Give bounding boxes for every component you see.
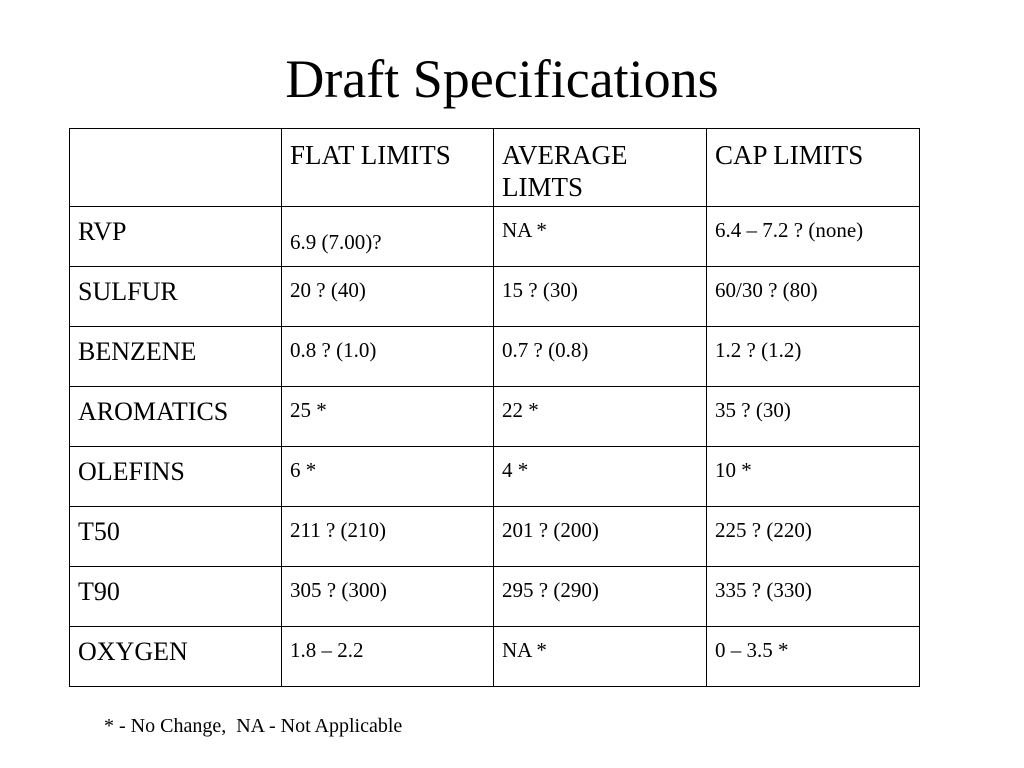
table-row (70, 327, 920, 387)
flat-limit-value: 1.8 – 2.2 (282, 627, 494, 687)
table-row (70, 507, 920, 567)
header-cap-limits: CAP LIMITS (707, 129, 920, 207)
average-limit-value: 22 * (494, 387, 707, 447)
row-label: T50 (70, 507, 282, 567)
table-row (70, 207, 920, 267)
flat-limit-value: 20 ? (40) (282, 267, 494, 327)
cap-limit-value: 60/30 ? (80) (707, 267, 920, 327)
flat-limit-value: 6.9 (7.00)? (282, 207, 494, 267)
cap-limit-value: 35 ? (30) (707, 387, 920, 447)
row-label: T90 (70, 567, 282, 627)
row-label: OLEFINS (70, 447, 282, 507)
table-row (70, 567, 920, 627)
flat-limit-value: 25 * (282, 387, 494, 447)
table-row (70, 447, 920, 507)
header-average-limits: AVERAGE LIMTS (494, 129, 707, 207)
average-limit-value: 0.7 ? (0.8) (494, 327, 707, 387)
header-empty-cell (70, 129, 282, 207)
cap-limit-value: 6.4 – 7.2 ? (none) (707, 207, 920, 267)
row-label: SULFUR (70, 267, 282, 327)
cap-limit-value: 10 * (707, 447, 920, 507)
flat-limit-value: 305 ? (300) (282, 567, 494, 627)
cap-limit-value: 225 ? (220) (707, 507, 920, 567)
footnote: * - No Change, NA - Not Applicable (104, 715, 403, 737)
row-label: BENZENE (70, 327, 282, 387)
table-row (70, 387, 920, 447)
row-label: AROMATICS (70, 387, 282, 447)
specifications-table (69, 128, 920, 687)
header-flat-limits: FLAT LIMITS (282, 129, 494, 207)
table-row (70, 267, 920, 327)
average-limit-value: 295 ? (290) (494, 567, 707, 627)
average-limit-value: 4 * (494, 447, 707, 507)
cap-limit-value: 335 ? (330) (707, 567, 920, 627)
flat-limit-value: 0.8 ? (1.0) (282, 327, 494, 387)
average-limit-value: 15 ? (30) (494, 267, 707, 327)
average-limit-value: 201 ? (200) (494, 507, 707, 567)
row-label: OXYGEN (70, 627, 282, 687)
row-label: RVP (70, 207, 282, 267)
table-row (70, 627, 920, 687)
cap-limit-value: 1.2 ? (1.2) (707, 327, 920, 387)
flat-limit-value: 6 * (282, 447, 494, 507)
average-limit-value: NA * (494, 627, 707, 687)
flat-limit-value: 211 ? (210) (282, 507, 494, 567)
average-limit-value: NA * (494, 207, 707, 267)
table-header-row (70, 129, 920, 207)
cap-limit-value: 0 – 3.5 * (707, 627, 920, 687)
slide-title: Draft Specifications (285, 49, 719, 109)
